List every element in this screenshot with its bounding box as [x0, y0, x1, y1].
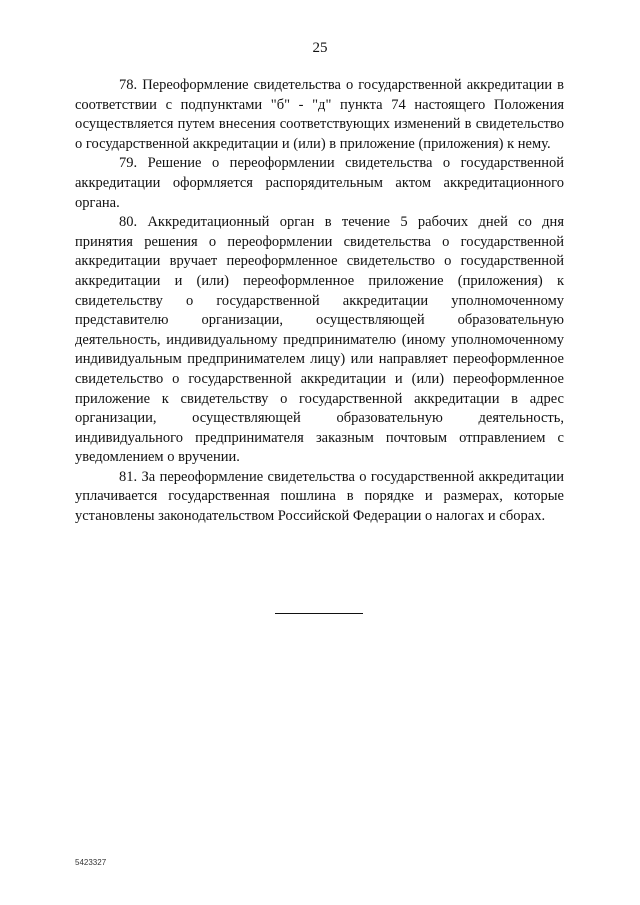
paragraph-79: 79. Решение о переоформлении свидетельства о государственной аккредитации оформляется распорядительным актом аккредитационного органа.	[75, 155, 564, 211]
page-number: 25	[312, 40, 328, 56]
document-body	[75, 76, 564, 527]
document-code: 5423327	[75, 858, 107, 867]
paragraph-81: 81. За переоформление свидетельства о государственной аккредитации уплачивается государственная пошлина в порядке и размерах, которые установлены законодательством Российской Федерации о налогах и сборах.	[75, 468, 564, 525]
paragraph-80: 80. Аккредитационный орган в течение 5 рабочих дней со дня принятия решения о переоформлении свидетельства о государственной аккредитации вручает переоформленное свидетельство о государственной аккредитации и (или) переоформленное приложение (приложения) к свидетельству о государственной аккредитации уполномоченному представителю организации, осуществляющей образовательную деятельность, индивидуальному предпринимателю (иному уполномоченному индивидуальным предпринимателем лицу) или направляет переоформленное свидетельство о государственной аккредитации и (или) переоформленное приложение к свидетельству о государственной аккредитации в адрес организации, осуществляющей образовательную деятельность, индивидуального предпринимателя заказным почтовым отправлением с уведомлением о вручении.	[75, 214, 564, 466]
end-divider	[275, 613, 363, 614]
paragraph-78: 78. Переоформление свидетельства о государственной аккредитации в соответствии с подпунктами "б" - "д" пункта 74 настоящего Положения осуществляется путем внесения соответствующих изменений в свидетельство о государственной аккредитации и (или) в приложение (приложения) к нему.	[75, 77, 564, 152]
